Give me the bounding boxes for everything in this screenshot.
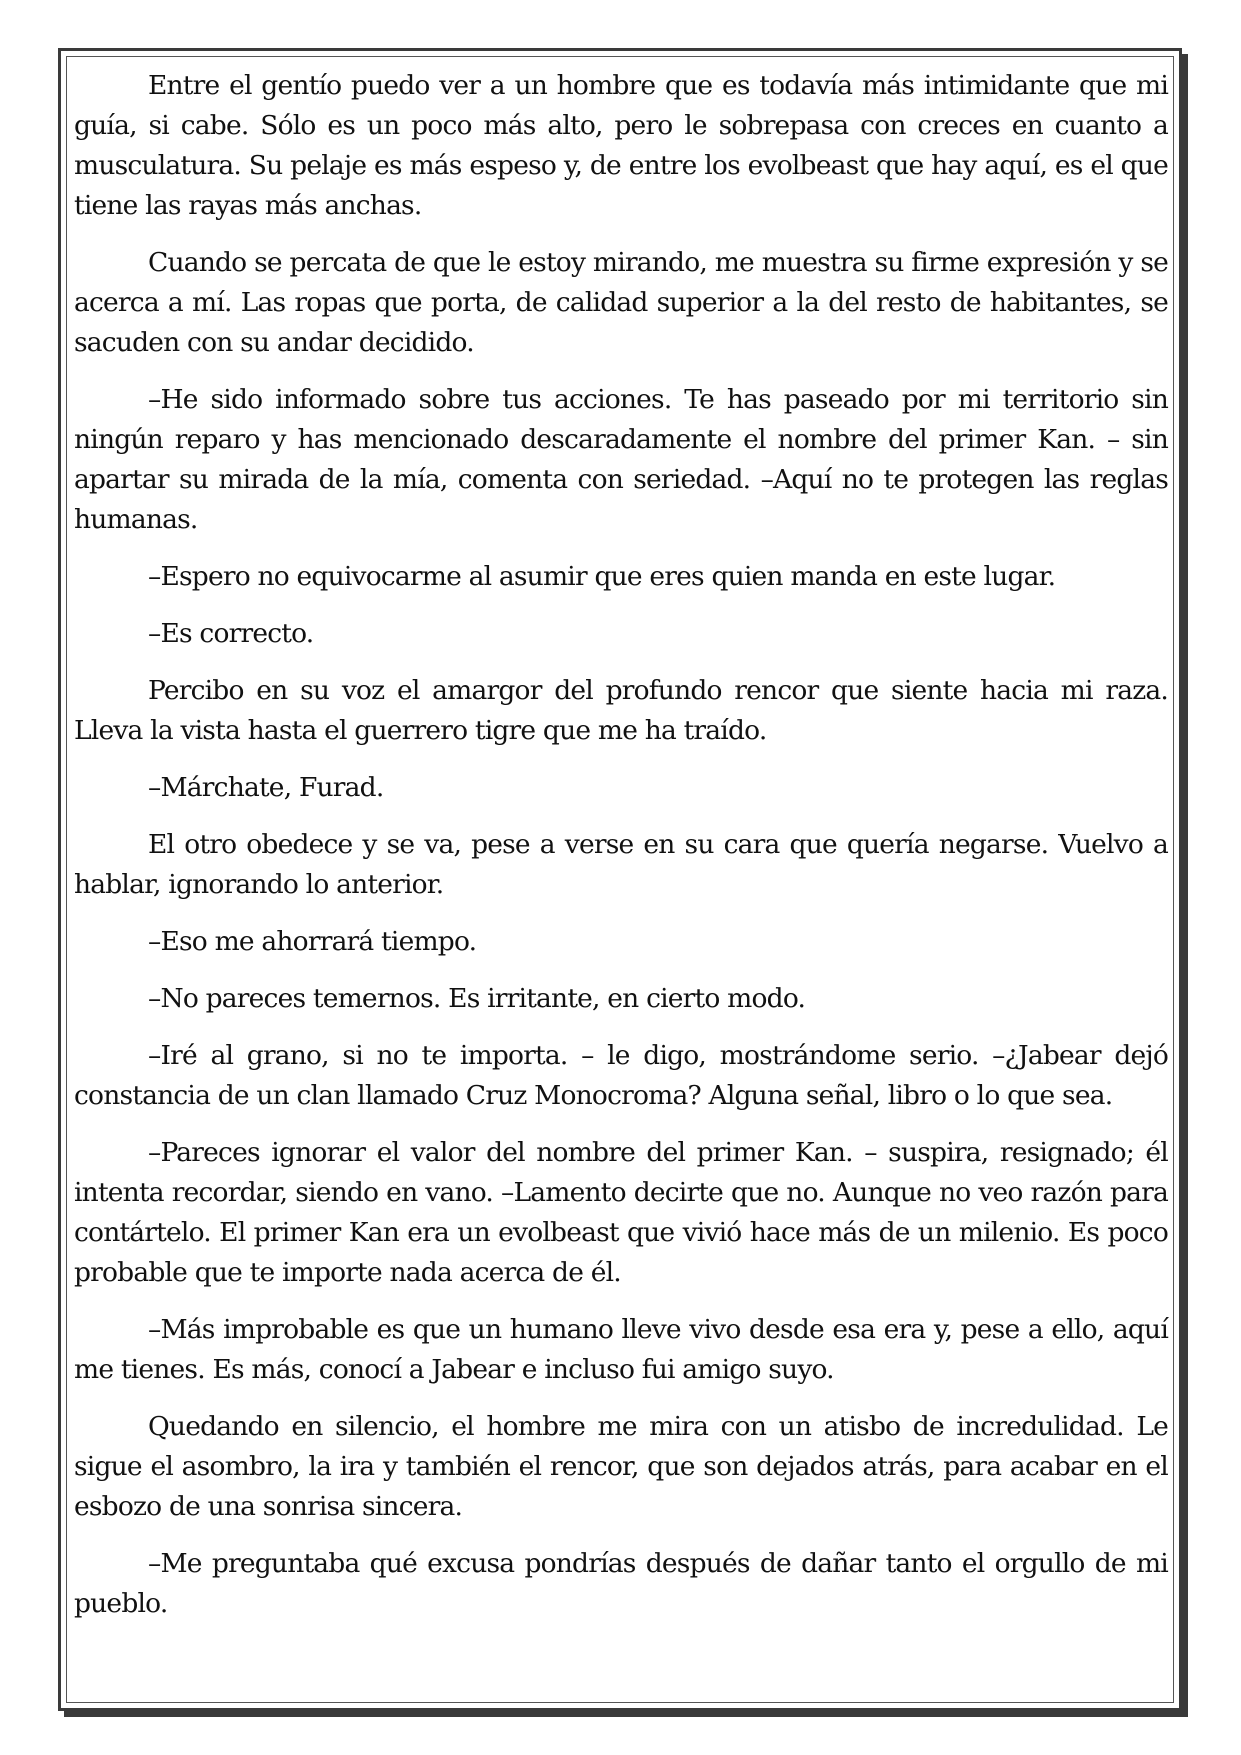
paragraph: –Me preguntaba qué excusa pondrías después de dañar tanto el orgullo de mi pueblo. xyxy=(74,1548,1168,1619)
paragraph: –Márchate, Furad. xyxy=(148,772,384,803)
paragraph: Quedando en silencio, el hombre me mira con un atisbo de incredulidad. Le sigue el asombro, la ira y también el rencor, que son dejados atrás, para acabar en el esbozo de una sonrisa sincera. xyxy=(74,1411,1168,1522)
paragraph: –Iré al grano, si no te importa. – le digo, mostrándome serio. –¿Jabear dejó constancia de un clan llamado Cruz Monocroma? Alguna señal, libro o lo que sea. xyxy=(74,1040,1168,1111)
paragraph: Cuando se percata de que le estoy mirando, me muestra su firme expresión y se acerca a mí. Las ropas que porta, de calidad superior a la del resto de habitantes, se sacuden con su andar decidido. xyxy=(74,247,1168,358)
paragraph: Entre el gentío puedo ver a un hombre que es todavía más intimidante que mi guía, si cabe. Sólo es un poco más alto, pero le sobrepasa con creces en cuanto a musculatura. Su pelaje es más espeso y, de entre los evolbeast que hay aquí, es el que tiene las rayas más anchas. xyxy=(74,70,1168,221)
paragraph: –No pareces temernos. Es irritante, en cierto modo. xyxy=(148,983,806,1014)
paragraph: –He sido informado sobre tus acciones. Te has paseado por mi territorio sin ningún reparo y has mencionado descaradamente el nombre del primer Kan. – sin apartar su mirada de la mía, comenta con seriedad. –Aquí no te protegen las reglas humanas. xyxy=(74,384,1168,535)
paragraph: Percibo en su voz el amargor del profundo rencor que siente hacia mi raza. Lleva la vista hasta el guerrero tigre que me ha traído. xyxy=(74,675,1168,746)
paragraph: –Más improbable es que un humano lleve vivo desde esa era y, pese a ello, aquí me tienes. Es más, conocí a Jabear e incluso fui amigo suyo. xyxy=(74,1314,1168,1385)
paragraph: El otro obedece y se va, pese a verse en su cara que quería negarse. Vuelvo a hablar, ignorando lo anterior. xyxy=(74,829,1168,900)
paragraph: –Eso me ahorrará tiempo. xyxy=(148,926,477,957)
paragraph: –Pareces ignorar el valor del nombre del primer Kan. – suspira, resignado; él intenta recordar, siendo en vano. –Lamento decirte que no. Aunque no veo razón para contártelo. El primer Kan era un evolbeast que vivió hace más de un milenio. Es poco probable que te importe nada acerca de él. xyxy=(74,1137,1168,1288)
paragraph: –Es correcto. xyxy=(148,618,314,649)
paragraph: –Espero no equivocarme al asumir que eres quien manda en este lugar. xyxy=(148,561,1056,592)
body-text xyxy=(74,66,1168,1641)
